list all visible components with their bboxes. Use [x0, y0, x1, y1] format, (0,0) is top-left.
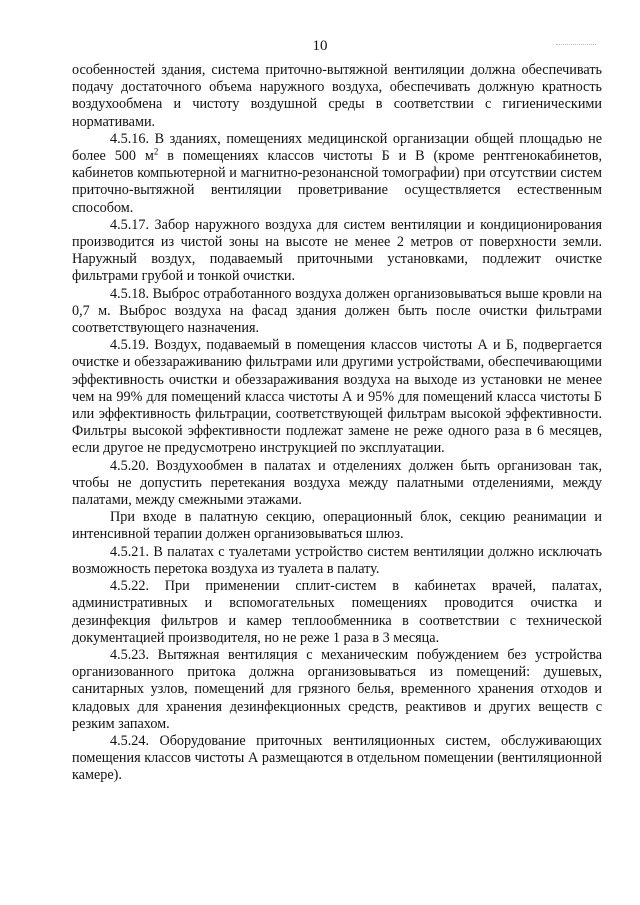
paragraph-text: При применении сплит-систем в кабинетах врачей, палатах, административных и вспомогательных помещениях проводится очистка и дезинфекция фильтров и камер теплообменника в соответствии с технической документацией производителя, но не реже 1 раза в 3 месяца. — [72, 578, 602, 646]
paragraph-text: Воздух, подаваемый в помещения классов чистоты А и Б, подвергается очистке и обеззараживанию фильтрами или другими устройствами, обеспечивающими эффективность очистки и обеззараживания воздуха на выходе из установки не менее чем на 99% для помещений класса чистоты А и 95% для помещений класса чистоты Б или эффективность фильтрации, соответствующей фильтрам высокой эффективности. Фильтры высокой эффективности подлежат замене не реже одного раза в 6 месяцев, если другое не предусмотрено инструкцией по эксплуатации. — [72, 337, 602, 457]
paragraph-text: При входе в палатную секцию, операционный блок, секцию реанимации и интенсивной терапии должен организовываться шлюз. — [72, 509, 602, 543]
paragraph-number: 4.5.23. — [110, 646, 150, 663]
paragraph-4-5-17 — [72, 217, 602, 286]
paragraph-text: В палатах с туалетами устройство систем вентиляции должно исключать возможность перетока воздуха из туалета в палату. — [72, 543, 603, 577]
paragraph-4-5-21 — [72, 544, 602, 578]
paragraph-number: 4.5.16. — [110, 130, 150, 147]
paragraph-number: 4.5.19. — [110, 337, 150, 354]
paragraph-intro — [72, 62, 602, 131]
paragraph-text-cont: в помещениях классов чистоты Б и В (кроме рентгенокабинетов, кабинетов компьютерной и магнитно-резонансной томографии) при отсутствии систем приточно-вытяжной вентиляции проветривание осуществляется естественным способом. — [72, 148, 603, 216]
paragraph-text: Оборудование приточных вентиляционных систем, обслуживающих помещения классов чистоты А размещаются в отдельном помещении (вентиляционной камере). — [72, 732, 603, 784]
paragraph-4-5-24 — [72, 733, 602, 785]
paragraph-4-5-19 — [72, 337, 602, 457]
paragraph-number: 4.5.18. — [110, 285, 150, 302]
paragraph-4-5-20 — [72, 458, 602, 510]
paragraph-4-5-22 — [72, 578, 602, 647]
page-number: 10 — [312, 38, 328, 54]
paragraph-4-5-16 — [72, 131, 602, 217]
paragraph-number: 4.5.17. — [110, 216, 150, 233]
superscript: 2 — [153, 146, 159, 157]
paragraph-text: В зданиях, помещениях медицинской организации общей площадью не более 500 м — [72, 130, 603, 165]
paragraph-text: особенностей здания, система приточно-вытяжной вентиляции должна обеспечивать подачу достаточного объема наружного воздуха, обеспечивать должную кратность воздухообмена и чистоту воздушной среды в соответствии с гигиеническими нормативами. — [72, 62, 602, 130]
paragraph-text: Забор наружного воздуха для систем вентиляции и кондиционирования производится из чистой зоны на высоте не менее 2 метров от поверхности земли. Наружный воздух, подаваемый приточными установками, подлежит очистке фильтрами грубой и тонкой очистки. — [72, 216, 602, 285]
paragraph-number: 4.5.22. — [110, 578, 150, 595]
paragraph-4-5-20-airlock — [72, 509, 602, 543]
paragraph-text: Вытяжная вентиляция с механическим побуждением без устройства организованного притока должна организовываться из помещений: душевых, санитарных узлов, помещений для грязного белья, временного хранения отходов и кладовых для хранения дезинфекционных средств, реактивов и других веществ с резким запахом. — [72, 646, 603, 732]
paragraph-4-5-23 — [72, 647, 602, 733]
document-body — [72, 62, 602, 785]
paragraph-number: 4.5.20. — [110, 457, 150, 474]
paragraph-text: Воздухообмен в палатах и отделениях должен быть организован так, чтобы не допустить перетекания воздуха между палатными отделениями, между палатами, между смежными этажами. — [72, 457, 602, 509]
paragraph-number: 4.5.24. — [110, 732, 150, 749]
paragraph-4-5-18 — [72, 286, 602, 338]
paragraph-text: Выброс отработанного воздуха должен организовываться выше кровли на 0,7 м. Выброс воздуха на фасад здания должен быть после очистки фильтрами соответствующего назначения. — [72, 285, 602, 337]
paragraph-number: 4.5.21. — [110, 543, 150, 560]
